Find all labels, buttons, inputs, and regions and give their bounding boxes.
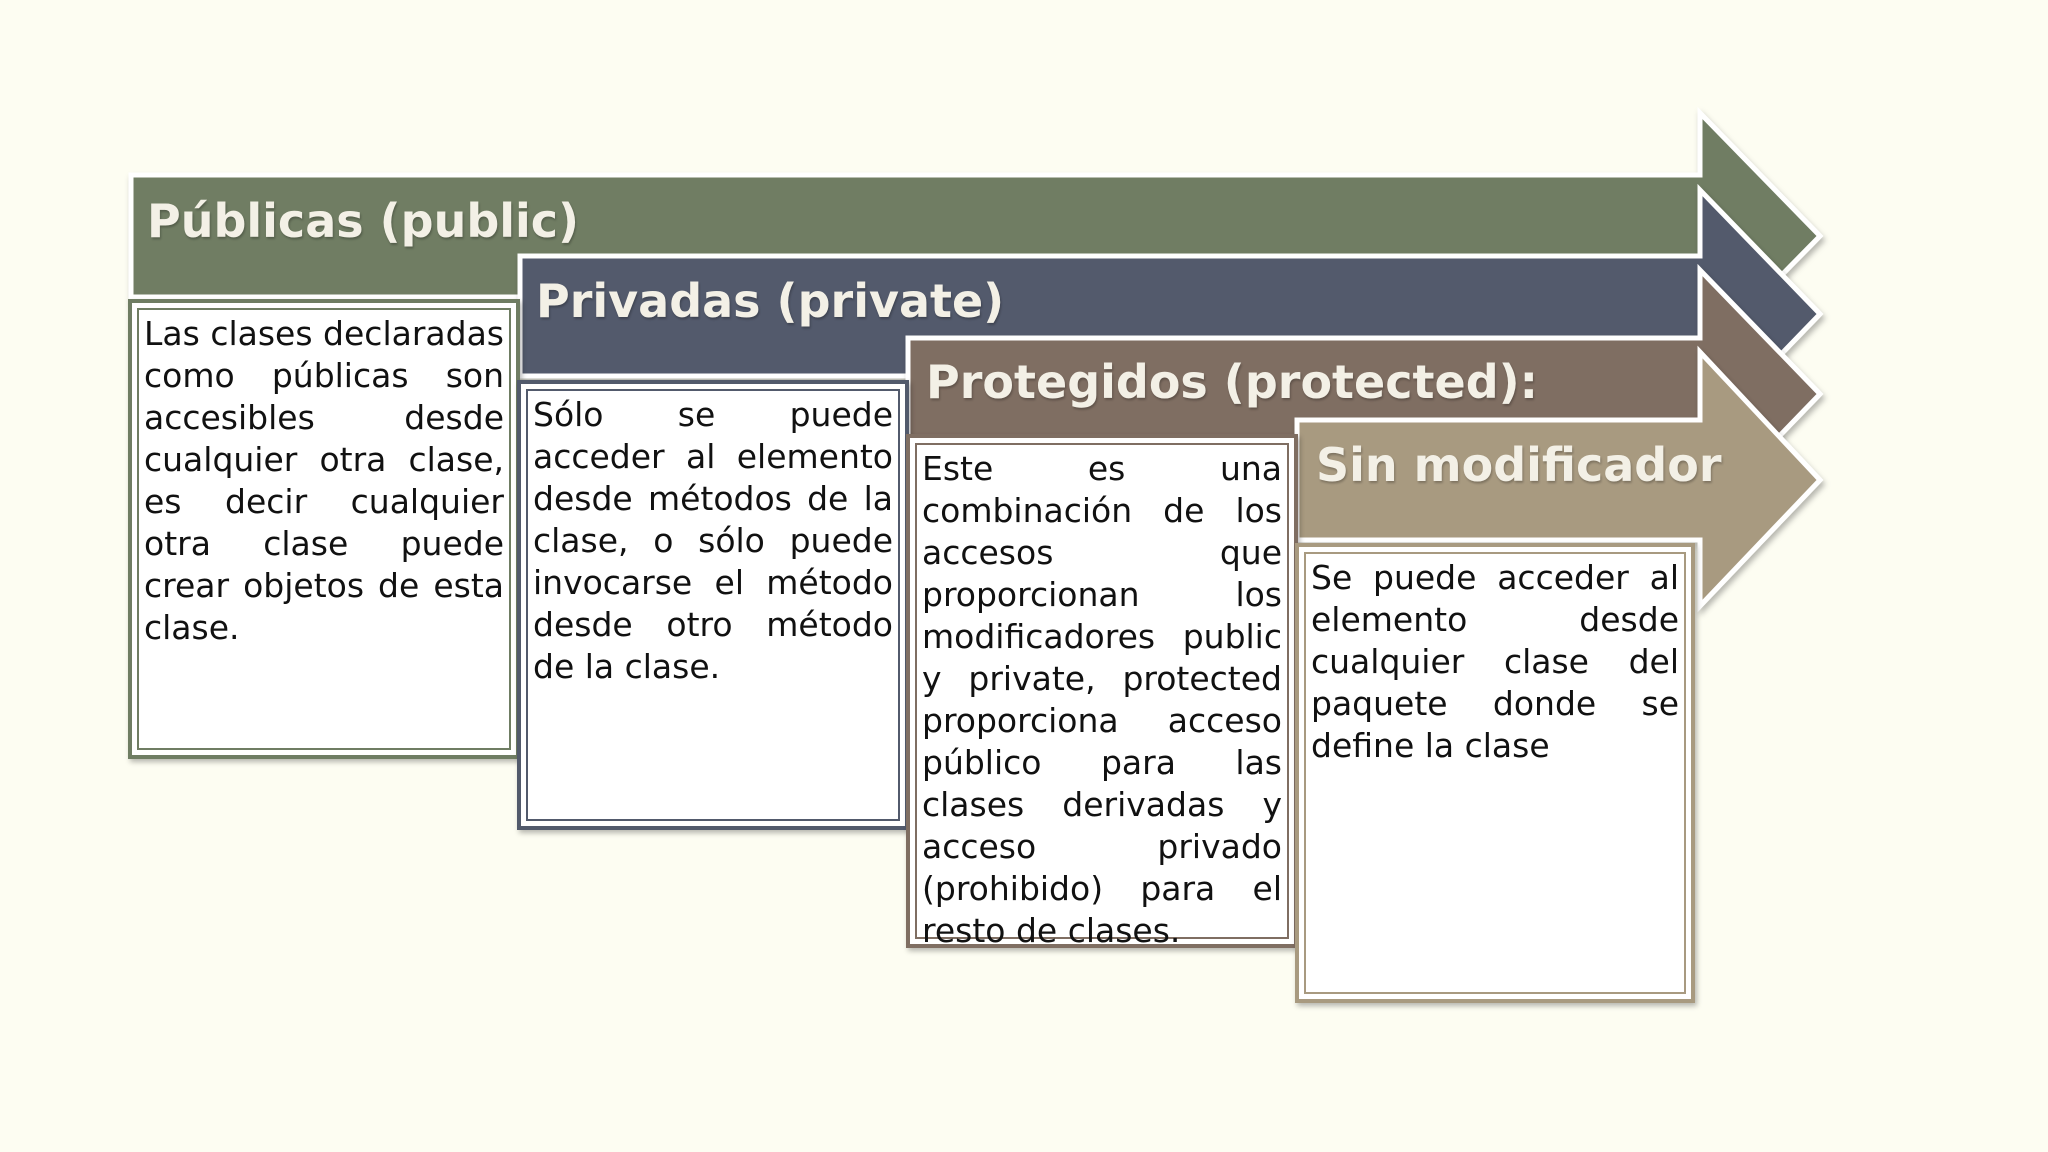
protegidos-description: Este es una combinación de los accesos que proporcionan los modificadores public y private, protected proporciona acceso público para las clases derivadas y acceso privado (prohibido) para el resto de clases. (922, 449, 1282, 950)
sin-modificador-box (1295, 543, 1695, 1003)
protegidos-box (906, 434, 1298, 948)
sin-modificador-description: Se puede acceder al elemento desde cualquier clase del paquete donde se define la clase (1311, 558, 1679, 765)
title-publicas: Públicas (public) (147, 194, 580, 248)
title-privadas: Privadas (private) (536, 274, 1005, 328)
publicas-description: Las clases declaradas como públicas son accesibles desde cualquier otra clase, es decir cualquier otra clase puede crear objetos de esta clase. (144, 314, 504, 647)
title-protegidos: Protegidos (protected): (926, 355, 1539, 409)
title-sin-modificador: Sin modificador (1316, 438, 1722, 492)
privadas-box (517, 380, 909, 830)
privadas-description: Sólo se puede acceder al elemento desde métodos de la clase, o sólo puede invocarse el método desde otro método de la clase. (533, 395, 893, 686)
publicas-box (128, 299, 520, 759)
